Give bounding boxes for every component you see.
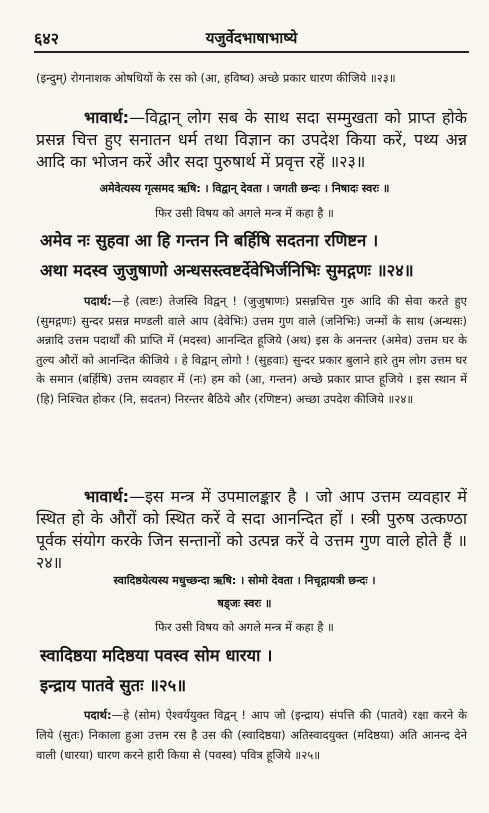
padartha-label: पदार्थ:	[84, 294, 112, 308]
bhavartha-label: भावार्थ:	[84, 487, 130, 506]
bhavartha-23	[36, 107, 467, 173]
rishi-line-24: अमेवेत्यस्य गृत्समद ऋषि: । विद्वान् देवता । जगती छन्दः । निषादः स्वरः ॥	[99, 182, 390, 195]
bhavartha-text: —विद्वान् लोग सब के साथ सदा सम्मुखता को प्राप्त होके प्रसन्न चित्त हुए सनातन धर्म तथा विज्ञान का उपदेश किया करें, पथ्य अन्न आदि का भोजन करें और सदा पुरुषार्थ में प्रवृत्त रहें ॥२३॥	[36, 108, 467, 171]
padartha-25	[36, 705, 467, 765]
running-title: यजुर्वेदभाषाभाष्ये	[205, 29, 298, 47]
padartha-24	[36, 292, 467, 410]
rishi-line-25: स्वादिष्ठयेत्यस्य मधुच्छन्दा ऋषि: । सोमो देवता । निचृद्गायत्री छन्दः ।	[113, 574, 376, 587]
padartha-label: पदार्थ:	[84, 708, 112, 722]
mantra-intro-24: फिर उसी विषय को अगले मन्त्र में कहा है ॥	[155, 206, 334, 220]
mantra-24-line-2: अथा मदस्व जुजुषाणो अन्धसस्त्वष्टर्देवेभिर्जनिभिः सुमद्गणः ॥२४॥	[40, 261, 414, 280]
mantra-intro-25: फिर उसी विषय को अगले मन्त्र में कहा है ॥	[155, 620, 334, 634]
mantra-25-line-1: स्वादिष्ठया मदिष्ठया पवस्व सोम धारया ।	[40, 646, 273, 665]
padartha-text: —हे (त्वष्टः) तेजस्वि विद्वन् ! (जुजुषाणः) प्रसन्नचित्त गुरु आदि की सेवा करते हुए (सुमद्गणः) सुन्दर प्रसन्न मण्डली वाले आप (देवेभिः) उत्तम गुण वाले (जनिभिः) जन्मों के साथ (अन्धसः) अन्नादि उत्तम पदार्थों की प्राप्ति में (मदस्व) आनन्दित हूजिये (अथ) इस के अनन्तर (अमेव) उत्तम घर के तुल्य औरों को आनन्दित कीजिये । हे विद्वान् लोगो ! (सुहवाः) सुन्दर प्रकार बुलाने हारे तुम लोग उत्तम घर के समान (बर्हिषि) उत्तम व्यवहार में (नः) हम को (आ, गन्तन) अच्छे प्रकार प्राप्त हूजिये । इस स्थान में (हि) निश्चित होकर (नि, सदतन) निरन्तर बैठिये और (रणिष्टन) अच्छा उपदेश कीजिये ॥२४॥	[36, 294, 467, 406]
mantra-24-line-1: अमेव नः सुहवा आ हि गन्तन नि बर्हिषि सदतना रणिष्टन ।	[40, 231, 379, 250]
paragraph-continuation: (इन्दुम्) रोगनाशक ओषधियों के रस को (आ, हविष्व) अच्छे प्रकार धारण कीजिये ॥२३॥	[36, 71, 396, 85]
bhavartha-24	[36, 486, 467, 574]
page-number: ६४२	[34, 29, 59, 48]
padartha-text: —हे (सोम) ऐश्वर्ययुक्त विद्वन् ! आप जो (इन्द्राय) संपत्ति की (पातवे) रक्षा करने के लिये (सुतः) निकाला हुआ उत्तम रस है उस की (स्वादिष्ठया) अतिस्वादयुक्त (मदिष्ठया) अति आनन्द देने वाली (धारया) धारण करने हारी किया से (पवस्व) पवित्र हूजिये ॥२५॥	[36, 708, 467, 762]
mantra-25-line-2: इन्द्राय पातवे सुतः ॥२५॥	[40, 676, 187, 695]
bhavartha-text: —इस मन्त्र में उपमालङ्कार है । जो आप उत्तम व्यवहार में स्थित हो के औरों को स्थित करें वे सदा आनन्दित हों । स्त्री पुरुष उत्कण्ठा पूर्वक संयोग करके जिन सन्तानों को उत्पन्न करें वे उत्तम गुण वाले होते हैं ॥२४॥	[36, 487, 467, 572]
bhavartha-label: भावार्थ:	[84, 108, 130, 127]
page-header	[34, 27, 469, 53]
svara-line-25: षड्जः स्वरः ॥	[217, 597, 272, 610]
